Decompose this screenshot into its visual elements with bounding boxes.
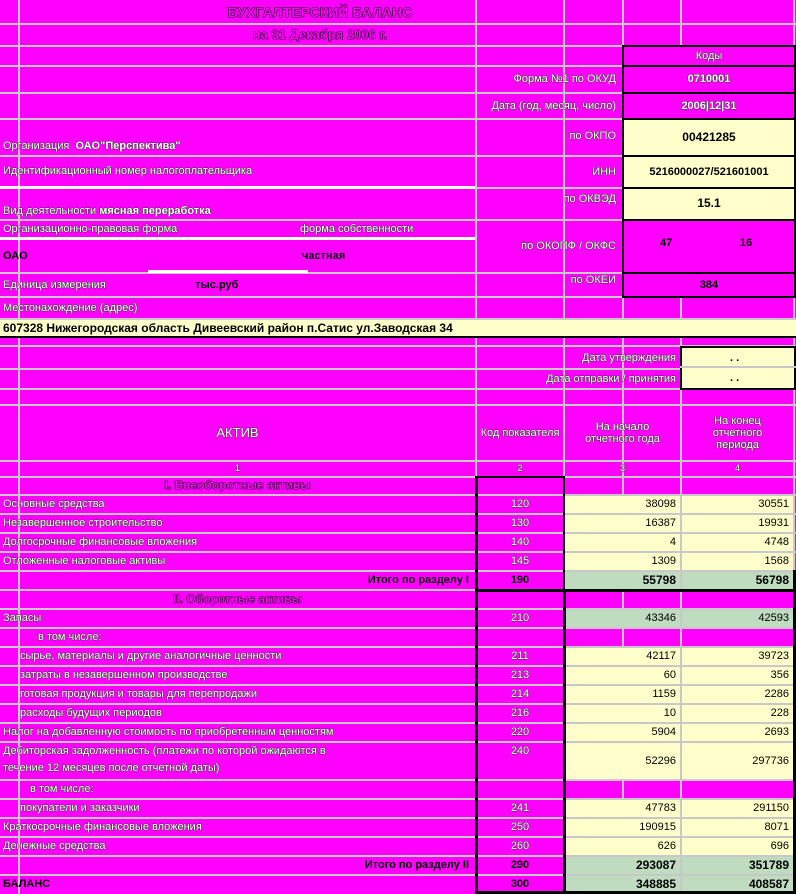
col-num-4: 4	[734, 463, 740, 474]
row-buyers-label: покупатели и заказчики	[20, 802, 140, 815]
row-construction-label: Незавершенное строительство	[3, 517, 163, 530]
inn-code: 5216000027/521601001	[622, 155, 796, 189]
codes-heading: Коды	[624, 47, 794, 65]
row-deferred-tax-code: 145	[510, 555, 530, 568]
activity: Вид деятельности мясная переработка	[3, 204, 211, 217]
incl-label-1: в том числе:	[38, 631, 102, 644]
okved-label: по ОКВЭД	[563, 193, 616, 205]
row-receivables-code: 240	[510, 745, 530, 757]
sent-label: Дата отправки / принятия	[546, 372, 676, 385]
row-inventory-label: Запасы	[3, 612, 42, 625]
row-construction-end: 19931	[682, 515, 793, 532]
row-short-fin-end: 8071	[682, 819, 793, 836]
okved-code: 15.1	[622, 187, 796, 221]
date-code: 2006|12|31	[624, 94, 794, 118]
total-1-code: 190	[510, 574, 530, 587]
col-code-header: Код показателя	[480, 426, 560, 439]
row-construction-code: 130	[510, 517, 530, 530]
total-1-label: Итого по разделу I	[367, 574, 469, 587]
row-materials-code: 211	[511, 650, 529, 663]
row-wip-label: затраты в незавершенном производстве	[20, 669, 228, 682]
row-inventory-end: 42593	[682, 610, 793, 627]
row-materials-end: 39723	[682, 648, 793, 665]
okei-label: по ОКЕИ	[570, 274, 616, 286]
inn-short-label: ИНН	[592, 165, 616, 178]
section-1-title: I. Внеоборотные активы	[164, 478, 311, 493]
row-deferred-exp-end: 228	[682, 705, 793, 722]
col-num-1: 1	[234, 463, 240, 474]
row-deferred-tax-end: 1568	[682, 553, 793, 570]
okpo-code: 00421285	[622, 118, 796, 157]
col-start-header: На начало отчетного года	[585, 420, 660, 445]
row-buyers-code: 241	[510, 802, 530, 815]
row-cash-label: Денежные средства	[3, 840, 106, 853]
okpo-label: по ОКПО	[569, 130, 616, 142]
total-2-end: 351789	[682, 857, 793, 874]
address: 607328 Нижегородская область Дивеевский район п.Сатис ул.Заводская 34	[0, 320, 796, 338]
incl-label-2: в том числе:	[30, 783, 94, 796]
row-vat-label: Налог на добавленную стоимость по приобретенным ценностям	[3, 726, 334, 739]
balance-end: 408587	[682, 876, 793, 893]
row-long-fin-start: 4	[565, 534, 680, 551]
row-goods-end: 2286	[682, 686, 793, 703]
total-2-label: Итого по разделу II	[364, 859, 469, 872]
row-goods-start: 1159	[565, 686, 680, 703]
col-num-2: 2	[517, 463, 523, 474]
row-short-fin-start: 190915	[565, 819, 680, 836]
col-asset-header: АКТИВ	[216, 424, 259, 440]
form-label: Форма №1 по ОКУД	[513, 73, 616, 86]
dates-box: . . . .	[680, 346, 796, 390]
row-goods-label: готовая продукция и товары для перепродажи	[20, 688, 257, 701]
section-2-title: II. Оборотные активы	[173, 591, 302, 606]
row-fixed-assets-label: Основные средства	[3, 498, 105, 511]
approval-label: Дата утверждения	[582, 351, 676, 364]
date-label: Дата (год, месяц, число)	[491, 99, 616, 112]
row-wip-start: 60	[565, 667, 680, 684]
row-deferred-exp-code: 216	[510, 707, 530, 720]
row-deferred-exp-start: 10	[565, 705, 680, 722]
row-deferred-tax-start: 1309	[565, 553, 680, 570]
row-materials-label: сырье, материалы и другие аналогичные ценности	[20, 650, 282, 663]
ownership-value: частная	[302, 249, 346, 262]
org-name: Организация ОАО"Перспектива"	[3, 139, 181, 152]
total-1-end: 56798	[682, 572, 793, 589]
row-cash-code: 260	[510, 840, 530, 853]
total-2-start: 293087	[565, 857, 680, 874]
row-deferred-tax-label: Отложенные налоговые активы	[3, 555, 166, 568]
col-end-header: На конец отчетного периода	[712, 414, 763, 452]
ownership-label: форма собственности	[300, 222, 414, 235]
balance-label: БАЛАНС	[3, 878, 51, 891]
legal-form-value: ОАО	[3, 249, 28, 262]
row-inventory-start: 43346	[565, 610, 680, 627]
row-construction-start: 16387	[565, 515, 680, 532]
row-fixed-assets-code: 120	[510, 498, 530, 511]
okopf-code: 47 16	[622, 219, 796, 274]
row-long-fin-label: Долгосрочные финансовые вложения	[3, 536, 198, 549]
location-label: Местонахождение (адрес)	[3, 301, 138, 314]
inn-label: Идентификационный номер налогоплательщика	[3, 164, 253, 177]
okopf-label: по ОКОПФ / ОКФС	[521, 240, 616, 253]
page-title: БУХГАЛТЕРСКИЙ БАЛАНС	[227, 3, 413, 20]
row-short-fin-code: 250	[510, 821, 530, 834]
balance-start: 348885	[565, 876, 680, 893]
row-wip-end: 356	[682, 667, 793, 684]
row-inventory-code: 210	[510, 612, 530, 625]
row-buyers-start: 47783	[565, 800, 680, 817]
row-short-fin-label: Краткосрочные финансовые вложения	[3, 821, 202, 834]
form-code: 0710001	[624, 67, 794, 92]
row-deferred-exp-label: расходы будущих периодов	[20, 707, 162, 720]
page-subtitle: на 31 Декабря 2006 г.	[252, 26, 388, 42]
row-buyers-end: 291150	[682, 800, 793, 817]
row-fixed-assets-start: 38098	[565, 496, 680, 513]
total-1-start: 55798	[565, 572, 680, 589]
col-num-3: 3	[619, 463, 625, 474]
row-goods-code: 214	[510, 688, 530, 701]
row-long-fin-end: 4748	[682, 534, 793, 551]
row-receivables-end: 297736	[682, 743, 793, 779]
row-cash-start: 626	[565, 838, 680, 855]
unit-value: тыс.руб	[195, 278, 239, 291]
legal-form-label: Организационно-правовая форма	[3, 222, 178, 235]
total-2-code: 290	[510, 859, 530, 872]
unit-label: Единица измерения	[3, 278, 106, 291]
row-materials-start: 42117	[565, 648, 680, 665]
row-vat-code: 220	[510, 726, 530, 739]
row-vat-start: 5904	[565, 724, 680, 741]
row-receivables-label: Дебиторская задолженность (платежи по которой ожидаются в течение 12 месяцев после отчетной даты)	[3, 745, 326, 775]
row-cash-end: 696	[682, 838, 793, 855]
row-vat-end: 2693	[682, 724, 793, 741]
row-wip-code: 213	[510, 669, 530, 682]
balance-code: 300	[510, 878, 530, 891]
okei-code: 384	[622, 272, 796, 298]
row-fixed-assets-end: 30551	[682, 496, 793, 513]
row-receivables-start: 52296	[565, 743, 680, 779]
row-long-fin-code: 140	[510, 536, 530, 549]
